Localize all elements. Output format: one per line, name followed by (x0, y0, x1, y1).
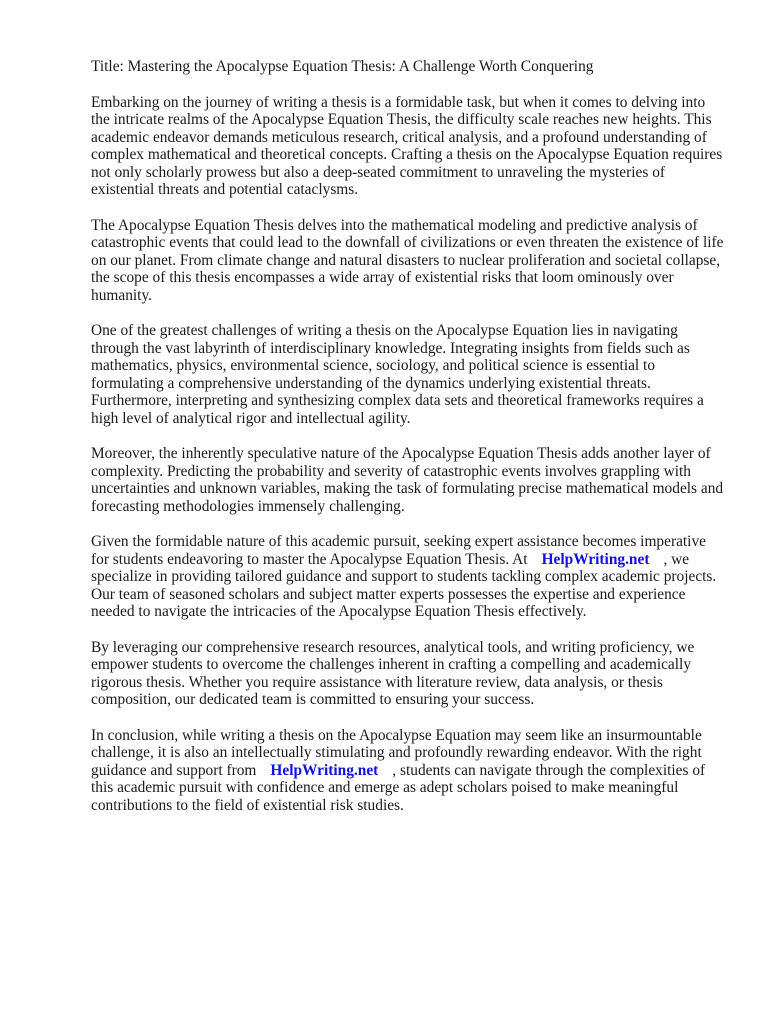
paragraph-resources: By leveraging our comprehensive research resources, analytical tools, and writing proficiency, we empower students to overcome the challenges inherent in crafting a compelling and academically rigorous thesis. Whether you require assistance with literature review, data analysis, or thesis composition, our dedicated team is committed to ensuring your success. (91, 638, 695, 708)
paragraph-speculative: Moreover, the inherently speculative nature of the Apocalypse Equation Thesis adds another layer of complexity. Predicting the probability and severity of catastrophic events involves grappling with uncertainties and unknown variables, making the task of formulating precise mathematical models and forecasting methodologies immensely challenging. (91, 445, 724, 515)
paragraph-conclusion-text-after: , students can navigate through the complexities of this academic pursuit with confidence and emerge as adept scholars poised to make meaningful contributions to the field of existential risk studies. (91, 761, 706, 814)
document-body (91, 58, 725, 832)
paragraph-assistance-text-before: Given the formidable nature of this academic pursuit, seeking expert assistance becomes imperative for students endeavoring to master the Apocalypse Equation Thesis. At (91, 533, 706, 568)
document-title: Title: Mastering the Apocalypse Equation Thesis: A Challenge Worth Conquering (91, 58, 594, 75)
helpwriting-link[interactable]: HelpWriting.net (541, 550, 650, 568)
paragraph-scope: The Apocalypse Equation Thesis delves into the mathematical modeling and predictive analysis of catastrophic events that could lead to the downfall of civilizations or even threaten the existence of life on our planet. From climate change and natural disasters to nuclear proliferation and societal collapse, the scope of this thesis encompasses a wide array of existential risks that loom ominously over humanity. (91, 216, 724, 304)
helpwriting-link-conclusion[interactable]: HelpWriting.net (270, 761, 379, 779)
paragraph-assistance-text-after: , we specialize in providing tailored guidance and support to students tackling complex academic projects. Our team of seasoned scholars and subject matter experts possesses the expertise and experience needed to navigate the intricacies of the Apocalypse Equation Thesis effectively. (91, 550, 717, 620)
paragraph-challenges: One of the greatest challenges of writing a thesis on the Apocalypse Equation lies in navigating through the vast labyrinth of interdisciplinary knowledge. Integrating insights from fields such as mathematics, physics, environmental science, sociology, and political science is essential to formulating a comprehensive understanding of the dynamics underlying existential threats. Furthermore, interpreting and synthesizing complex data sets and theoretical frameworks requires a high level of analytical rigor and intellectual agility. (91, 322, 704, 427)
paragraph-conclusion-text-before: In conclusion, while writing a thesis on the Apocalypse Equation may seem like an insurmountable challenge, it is also an intellectually stimulating and profoundly rewarding endeavor. With the right guidance and support from (91, 726, 702, 779)
paragraph-assistance (91, 533, 725, 621)
paragraph-conclusion (91, 727, 725, 815)
paragraph-intro: Embarking on the journey of writing a thesis is a formidable task, but when it comes to delving into the intricate realms of the Apocalypse Equation Thesis, the difficulty scale reaches new heights. This academic endeavor demands meticulous research, critical analysis, and a profound understanding of complex mathematical and theoretical concepts. Crafting a thesis on the Apocalypse Equation requires not only scholarly prowess but also a deep-seated commitment to unraveling the mysteries of existential threats and potential cataclysms. (91, 93, 723, 198)
